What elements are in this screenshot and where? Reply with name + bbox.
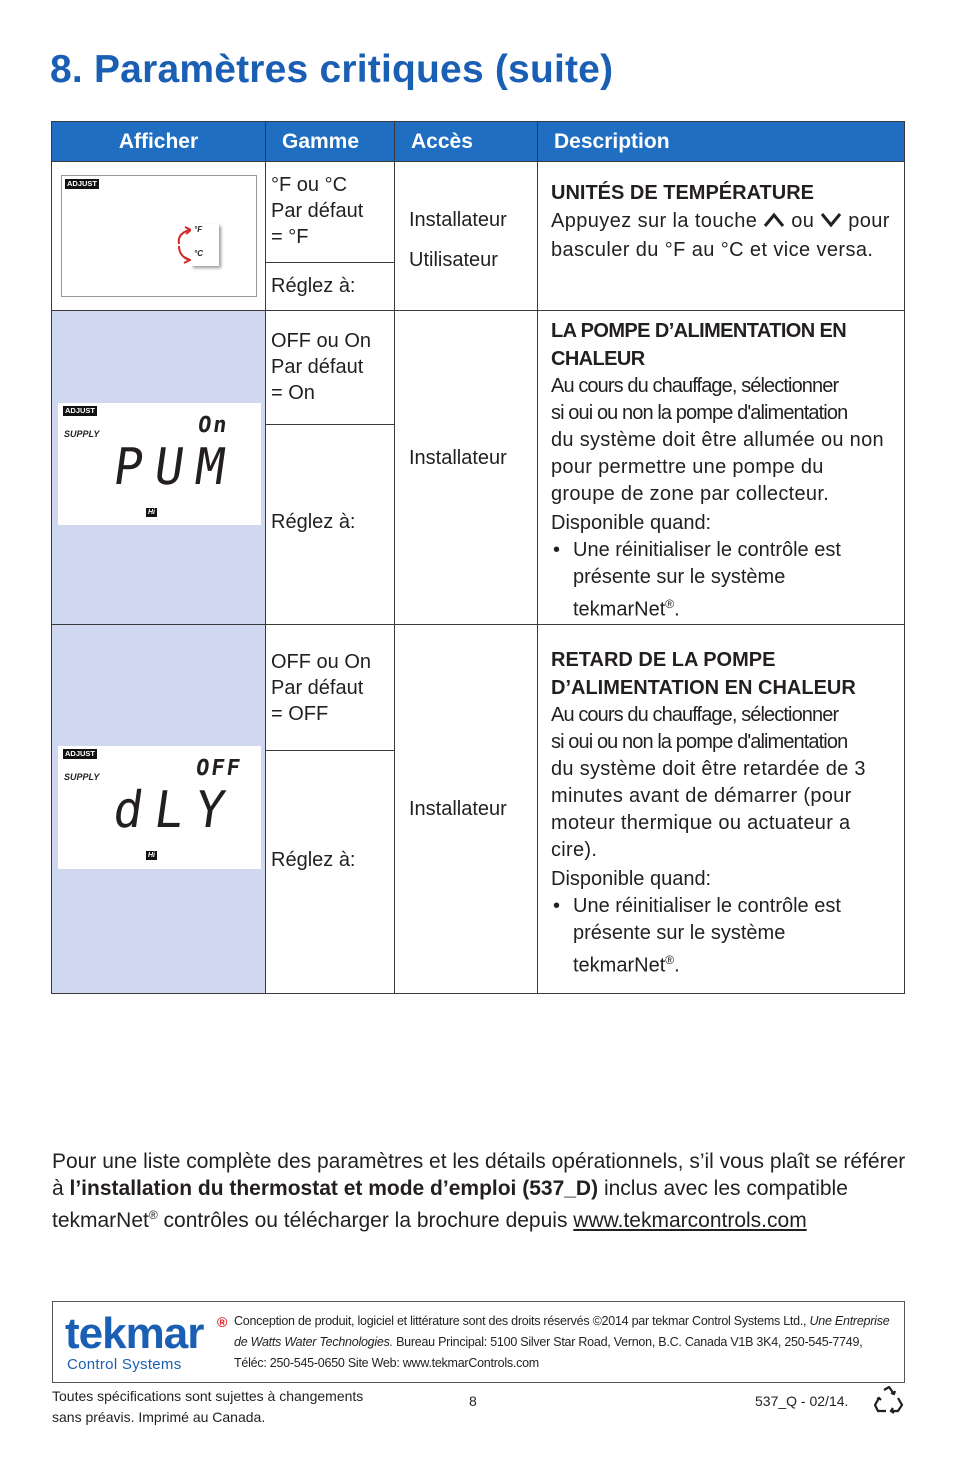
gamme-line: OFF ou On — [271, 650, 372, 673]
gamme-cell — [266, 624, 395, 750]
desc-body: du système doit être retardée de 3 minutes avant de démarrer (pour moteur thermique ou actuateur a cire). — [551, 757, 866, 861]
acces-item: Installateur — [409, 209, 507, 231]
up-chevron-icon — [763, 212, 785, 228]
celsius-label: °C — [194, 249, 203, 258]
footer-copyright-box — [52, 1301, 905, 1383]
fahrenheit-label: °F — [194, 225, 203, 234]
reglez-cell — [266, 263, 395, 311]
gamme-line: = On — [271, 382, 315, 404]
acces-item: Utilisateur — [409, 249, 498, 271]
acces-cell — [395, 624, 538, 993]
table-row — [52, 624, 905, 750]
description-cell — [538, 162, 905, 311]
display-cell — [52, 162, 266, 311]
lcd-adjust-tag: ADJUST — [67, 179, 98, 188]
lcd-small-value: OFF — [194, 755, 244, 781]
desc-heading: UNITÉS DE TEMPÉRATURE — [551, 182, 814, 204]
description-cell — [538, 311, 905, 625]
lcd-big-value: PUM — [109, 437, 241, 497]
lcd-small-value: On — [196, 413, 231, 438]
display-cell — [52, 311, 266, 625]
page-number: 8 — [469, 1393, 477, 1409]
website-link[interactable]: www.tekmarcontrols.com — [573, 1209, 807, 1232]
lcd-big-value: dLY — [109, 780, 241, 840]
page-title: 8. Paramètres critiques (suite) — [50, 48, 614, 91]
table-row — [52, 311, 905, 425]
desc-condensed: Au cours du chauffage, sélectionner — [551, 375, 839, 397]
gamme-line: Par défaut — [271, 356, 364, 378]
table-row — [52, 162, 905, 263]
down-chevron-icon — [820, 212, 842, 228]
desc-condensed: Au cours du chauffage, sélectionner — [551, 703, 839, 726]
gamme-line: Par défaut — [271, 676, 364, 699]
gamme-line: Par défaut — [271, 200, 364, 222]
reference-note: Pour une liste complète des paramètres et les détails opérationnels, s’il vous plaît se référer à l’installation du thermostat et mode d’emploi (537_D) inclus avec les compatible tekmarNet® contrôles ou télécharger la brochure depuis www.tekmarcontrols.com — [52, 1150, 906, 1232]
header-afficher: Afficher — [52, 122, 266, 162]
desc-heading: RETARD DE LA POMPE D’ALIMENTATION EN CHALEUR — [551, 648, 856, 699]
gamme-cell — [266, 311, 395, 425]
unit-selector — [191, 224, 219, 266]
header-gamme: Gamme — [266, 122, 395, 162]
description-cell — [538, 624, 905, 993]
lcd-supply-label: SUPPLY — [64, 429, 100, 439]
gamme-line: OFF ou On — [271, 330, 372, 352]
desc-available: Disponible quand: — [551, 512, 712, 534]
bullet-item: • Une réinitialiser le contrôle est présente sur le système tekmarNet®. — [551, 537, 892, 624]
lcd-supply-label: SUPPLY — [64, 771, 100, 782]
desc-heading: LA POMPE D’ALIMENTATION EN CHALEUR — [551, 320, 847, 370]
display-cell — [52, 624, 266, 993]
gamme-line: = OFF — [271, 702, 329, 725]
disclaimer: Toutes spécifications sont sujettes à changements sans préavis. Imprimé au Canada. — [52, 1388, 364, 1425]
header-acces: Accès — [395, 122, 538, 162]
logo-wordmark: tekmar — [65, 1309, 204, 1358]
copyright-text: Conception de produit, logiciel et littérature sont des droits réservés ©2014 par tekmar Control Systems Ltd., Une Entreprise de Watts Water Technologies. Bureau Principal: 5100 Silver Star Road, Vernon, B.C. Canada V1B 3K4, 250-545-7749, Téléc: 250-545-0650 Site Web: www.tekmarControls.com — [234, 1314, 890, 1370]
desc-bullets — [551, 537, 892, 624]
lcd-adjust-tag: ADJUST — [65, 406, 96, 415]
acces-cell — [395, 162, 538, 311]
table-header-row — [52, 122, 905, 162]
desc-bullets — [551, 893, 892, 980]
parameters-table — [51, 121, 905, 994]
lcd-adjust-tag: ADJUST — [65, 748, 96, 758]
lcd-display — [58, 403, 261, 525]
reglez-label: Réglez à: — [271, 848, 356, 871]
manual-reference: l’installation du thermostat et mode d’emploi (537_D) — [69, 1177, 599, 1200]
desc-body: Appuyez sur la touche ou pour basculer du °F au °C et vice versa. — [551, 210, 890, 261]
reglez-label: Réglez à: — [271, 275, 356, 297]
acces-item: Installateur — [409, 797, 507, 820]
acces-item: Installateur — [409, 447, 507, 469]
desc-available: Disponible quand: — [551, 867, 712, 890]
acces-cell — [395, 311, 538, 625]
desc-condensed: si oui ou non la pompe d'alimentation — [551, 402, 848, 424]
reglez-label: Réglez à: — [271, 510, 356, 533]
lcd-display — [58, 746, 261, 869]
lcd-display — [61, 175, 257, 297]
reglez-cell — [266, 424, 395, 624]
recycle-icon — [874, 1386, 904, 1414]
gamme-line: °F ou °C — [271, 174, 348, 196]
tekmar-logo — [65, 1309, 228, 1373]
bullet-item: • Une réinitialiser le contrôle est présente sur le système tekmarNet®. — [551, 893, 892, 980]
header-description: Description — [538, 122, 905, 162]
lcd-hi-indicator: Hi — [148, 851, 155, 859]
desc-condensed: si oui ou non la pompe d'alimentation — [551, 730, 848, 753]
logo-registered: ® — [217, 1314, 228, 1330]
lcd-hi-indicator: Hi — [148, 509, 155, 516]
desc-body: du système doit être allumée ou non pour permettre une pompe du groupe de zone par collecteur. — [551, 429, 884, 505]
gamme-cell — [266, 162, 395, 263]
document-reference: 537_Q - 02/14. — [755, 1393, 849, 1409]
reglez-cell — [266, 750, 395, 993]
gamme-line: = °F — [271, 226, 309, 248]
logo-subtitle: Control Systems — [67, 1356, 182, 1373]
